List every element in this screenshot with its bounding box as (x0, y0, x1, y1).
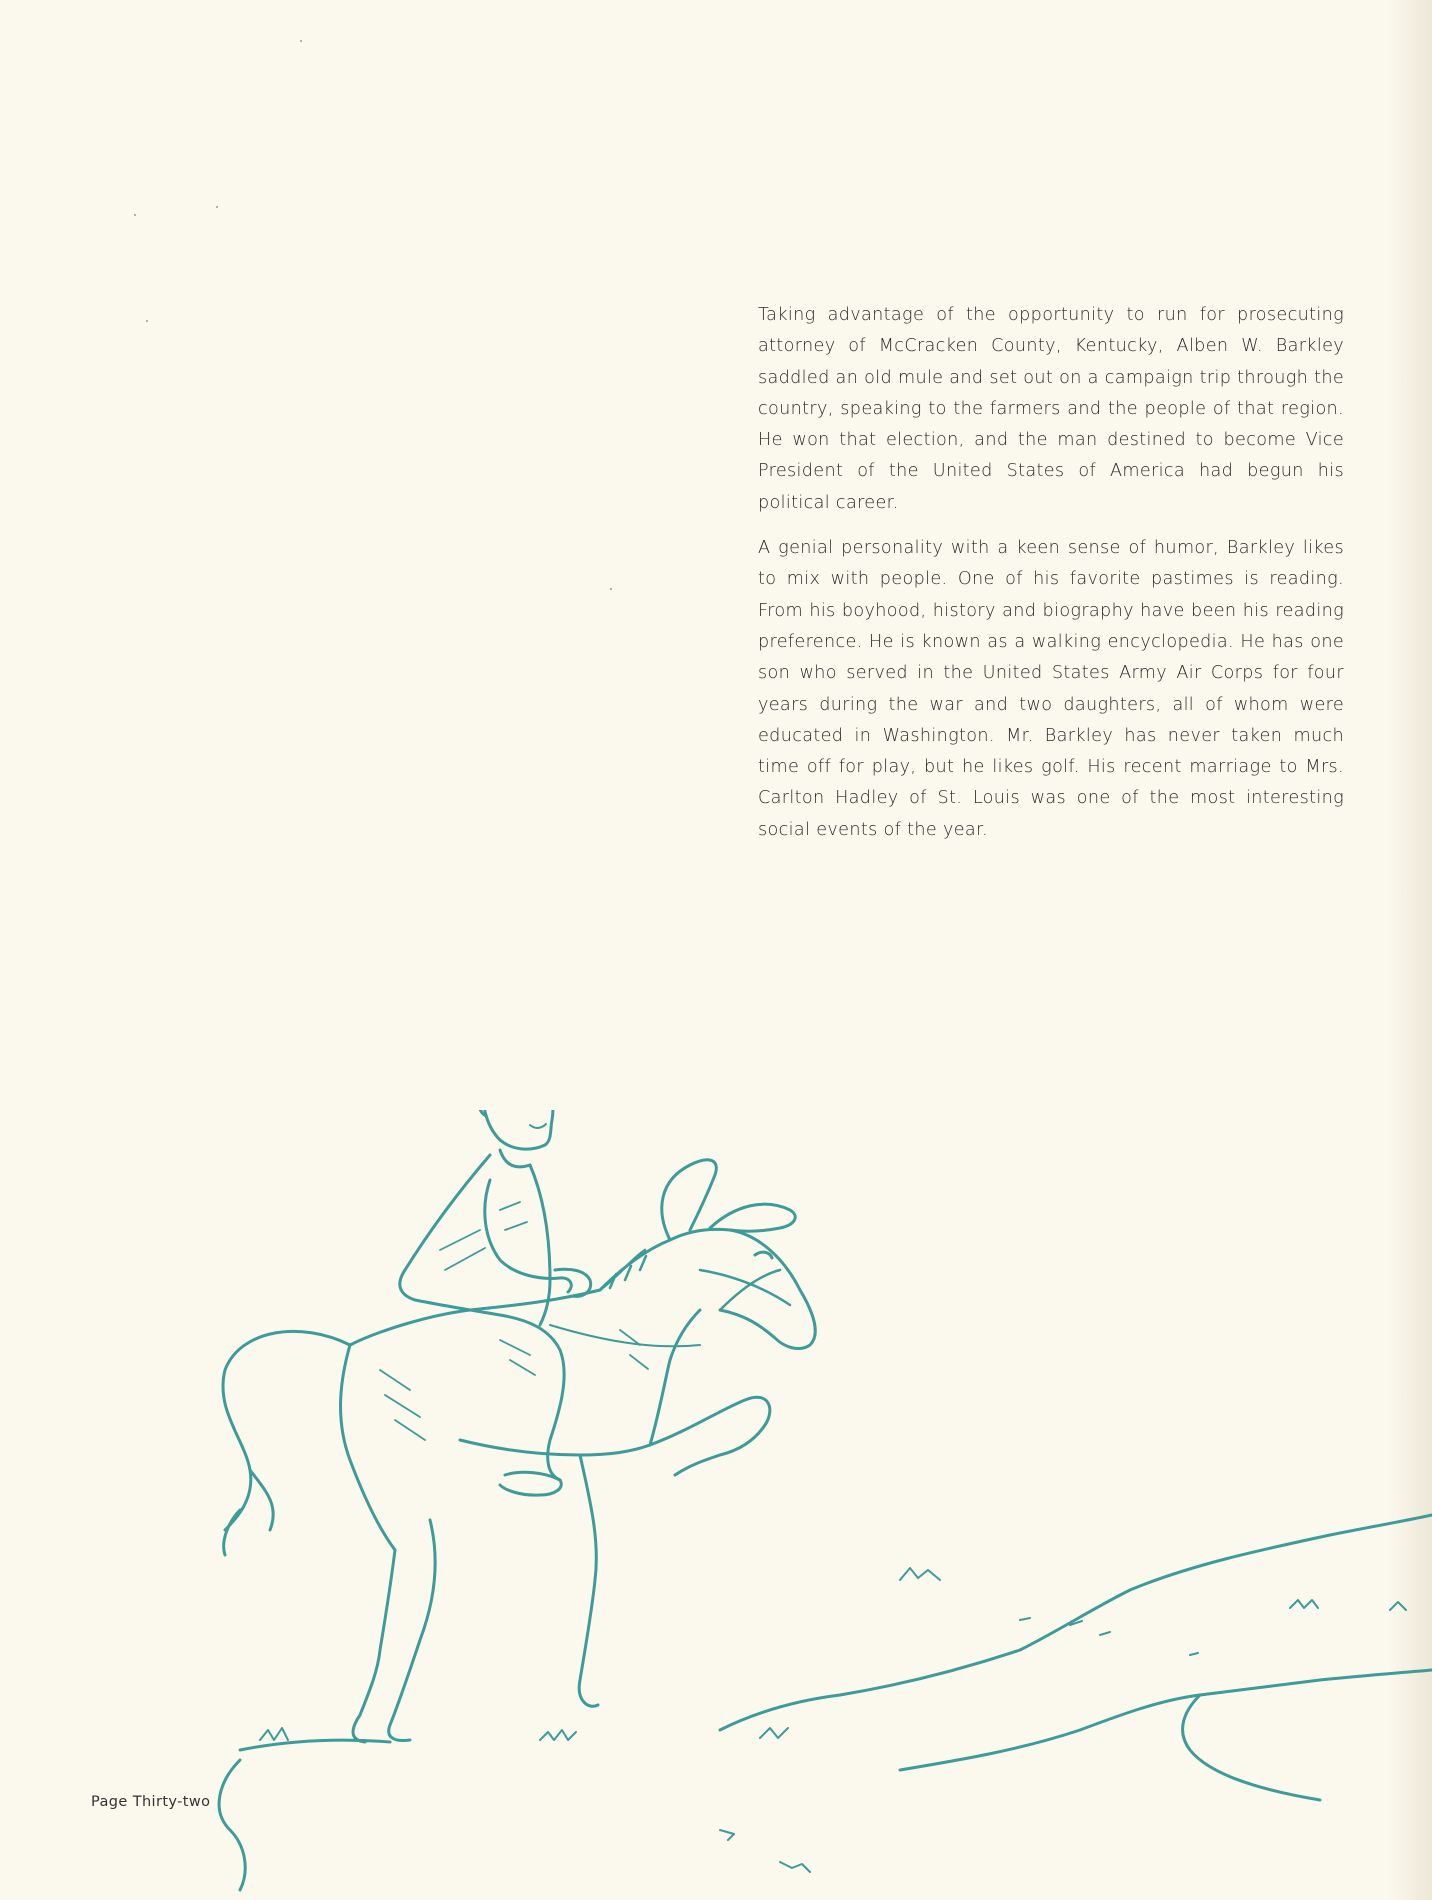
river-bank (900, 1670, 1432, 1770)
paper-speck (146, 320, 148, 322)
mule-bridle (700, 1270, 790, 1310)
mule-ear-2 (710, 1204, 795, 1231)
rider-arm (485, 1180, 571, 1292)
mule-head (720, 1230, 815, 1349)
grass-tuft (540, 1730, 576, 1740)
rider-hand (555, 1269, 591, 1296)
grass-tuft (260, 1728, 288, 1740)
paper-speck (300, 40, 302, 42)
page-number: Page Thirty-two (91, 1794, 211, 1810)
rider-smile (530, 1124, 546, 1128)
mule-back (350, 1290, 600, 1345)
grass-tuft (900, 1568, 940, 1580)
scratch-marks (720, 1830, 810, 1872)
mule-ear-1 (662, 1160, 716, 1240)
rider-head (483, 1110, 553, 1149)
rider-shoe (500, 1472, 561, 1495)
grass-tuft (1390, 1602, 1406, 1610)
article-paragraph-2: A genial personality with a keen sense of humor, Barkley likes to mix with people. One of his favorite pastimes is reading. From his boyhood, history and biography have been his reading preference. He is known as a walking encyclopedia. He has one son who served in the United States Army Air Corps for four years during the war and two daughters, all of whom were educated in Washington. Mr. Barkley has never taken much time off for play, but he likes golf. His recent marriage to Mrs. Carlton Hadley of St. Louis was one of the most interesting social events of the year. (758, 538, 1344, 840)
mule-rider-illustration (200, 1110, 1432, 1900)
paper-speck (216, 206, 218, 208)
mule-rump (341, 1345, 395, 1550)
article-body (758, 300, 1344, 860)
paper-speck (610, 588, 612, 590)
mule-belly (460, 1440, 650, 1455)
grass-tuft (1290, 1600, 1318, 1608)
mule-tail (223, 1331, 350, 1555)
mule-eye (755, 1252, 772, 1258)
mule-front-leg-raised (650, 1397, 770, 1475)
rider-torso (400, 1155, 500, 1315)
shading-lines (380, 1330, 648, 1440)
ground-line (240, 1740, 390, 1750)
rider-collar (500, 1150, 530, 1167)
article-paragraph-1: Taking advantage of the opportunity to run for prosecuting attorney of McCracken County, Kentucky, Alben W. Barkley saddled an old mule and set out on a campaign trip through the country, speaking to the farmers and the people of that region. He won that election, and the man destined to become Vice President of the United States of America had begun his political career. (758, 305, 1344, 513)
cliff-edge (219, 1760, 245, 1890)
mule-mane (600, 1250, 646, 1290)
paper-speck (134, 214, 136, 216)
grass-tuft (760, 1728, 788, 1738)
river-curve (1183, 1695, 1320, 1800)
mule-front-leg-1 (579, 1455, 598, 1706)
mule-back-leg-1 (353, 1550, 395, 1742)
mule-neck-top (600, 1229, 730, 1290)
